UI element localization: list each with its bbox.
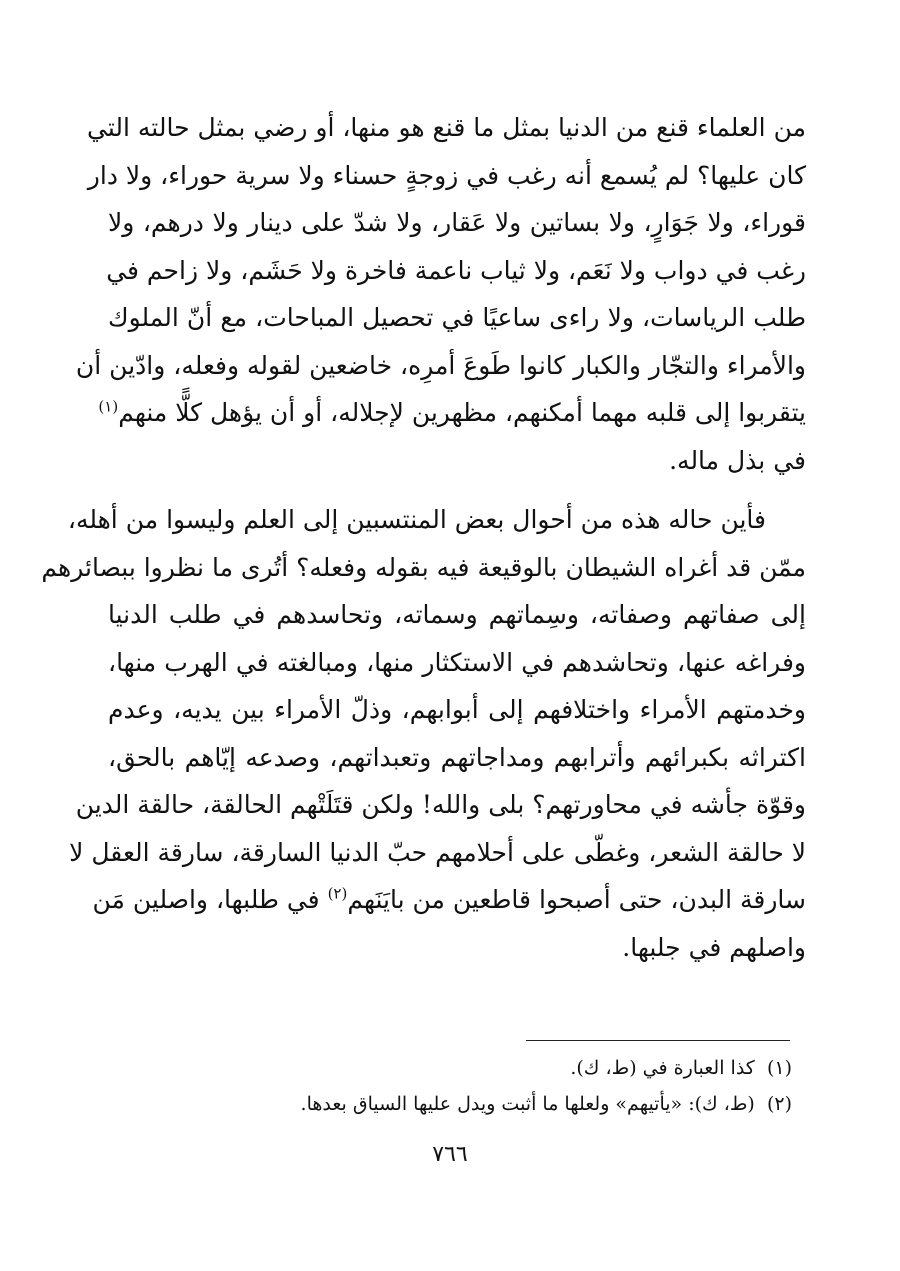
paragraph-1	[75, 104, 806, 484]
text-line: لا حالقة الشعر، وغطّى على أحلامهم حبّ الدنيا السارقة، سارقة العقل لا	[69, 837, 806, 867]
footnote-marker: (١)	[766, 1057, 792, 1079]
footnote-text: (ط، ك): «يأتيهم» ولعلها ما أثبت ويدل عليها السياق بعدها.	[300, 1093, 755, 1115]
footnote-1	[108, 1050, 792, 1086]
text-segment: يتقربوا إلى قلبه مهما أمكنهم، مظهرين لإجلاله، أو أن يؤهل كلًّا منهم	[118, 398, 806, 427]
text-line: طلب الرياسات، ولا راءى ساعيًا في تحصيل المباحات، مع أنّ الملوك	[108, 303, 806, 332]
footnotes	[108, 1050, 792, 1122]
footnote-separator	[526, 1040, 790, 1041]
text-line: وقوّة جأشه في محاورتهم؟ بلى والله! ولكن قتَلَتْهم الحالقة، حالقة الدين	[75, 790, 806, 819]
footnote-marker: (٢)	[766, 1093, 792, 1115]
paragraph-2	[41, 496, 806, 971]
text-line: اكتراثه بكبرائهم وأترابهم ومداجاتهم وتعبداتهم، وصدعه إيّاهم بالحق،	[108, 742, 806, 772]
footnote-ref-2[interactable]: (٢)	[327, 884, 348, 903]
text-line: كان عليها؟ لم يُسمع أنه رغب في زوجةٍ حسناء ولا سرية حوراء، ولا دار	[87, 160, 806, 190]
text-line: قوراء، ولا جَوَارٍ، ولا بساتين ولا عَقار، ولا شدّ على دينار ولا درهم، ولا	[108, 208, 806, 237]
text-line: ممّن قد أغراه الشيطان بالوقيعة فيه بقوله وفعله؟ أتُرى ما نظروا ببصائرهم	[41, 552, 806, 582]
text-line-with-footnote-ref	[98, 389, 806, 437]
text-line: رغب في دواب ولا نَعَم، ولا ثياب ناعمة فاخرة ولا حَشَم، ولا زاحم في	[106, 255, 806, 285]
text-line: إلى صفاتهم وصفاته، وسِماتهم وسماته، وتحاسدهم في طلب الدنيا	[108, 600, 806, 629]
text-line: من العلماء قنع من الدنيا بمثل ما قنع هو منها، أو رضي بمثل حالته التي	[87, 113, 806, 142]
footnote-2	[108, 1086, 792, 1122]
text-line: وخدمتهم الأمراء واختلافهم إلى أبوابهم، وذلّ الأمراء بين يديه، وعدم	[108, 695, 806, 724]
text-line: واصلهم في جلبها.	[622, 932, 806, 962]
page-number: ٧٦٦	[432, 1142, 468, 1167]
text-segment: في طلبها، واصلين مَن	[92, 885, 328, 914]
text-line: فأين حاله هذه من أحوال بعض المنتسبين إلى العلم وليسوا من أهله،	[67, 505, 766, 534]
footnote-text: كذا العبارة في (ط، ك).	[570, 1057, 755, 1079]
text-line: والأمراء والتجّار والكبار كانوا طَوعَ أمرِه، خاضعين لقوله وفعله، وادّين أن	[75, 350, 806, 380]
footnote-ref-1[interactable]: (١)	[98, 397, 119, 416]
text-line-with-footnote-ref	[92, 876, 806, 924]
text-line: وفراغه عنها، وتحاشدهم في الاستكثار منها، ومبالغته في الهرب منها،	[108, 647, 806, 677]
text-segment: سارقة البدن، حتى أصبحوا قاطعين من بايَنَهم	[347, 885, 806, 914]
text-line: في بذل ماله.	[669, 445, 806, 475]
